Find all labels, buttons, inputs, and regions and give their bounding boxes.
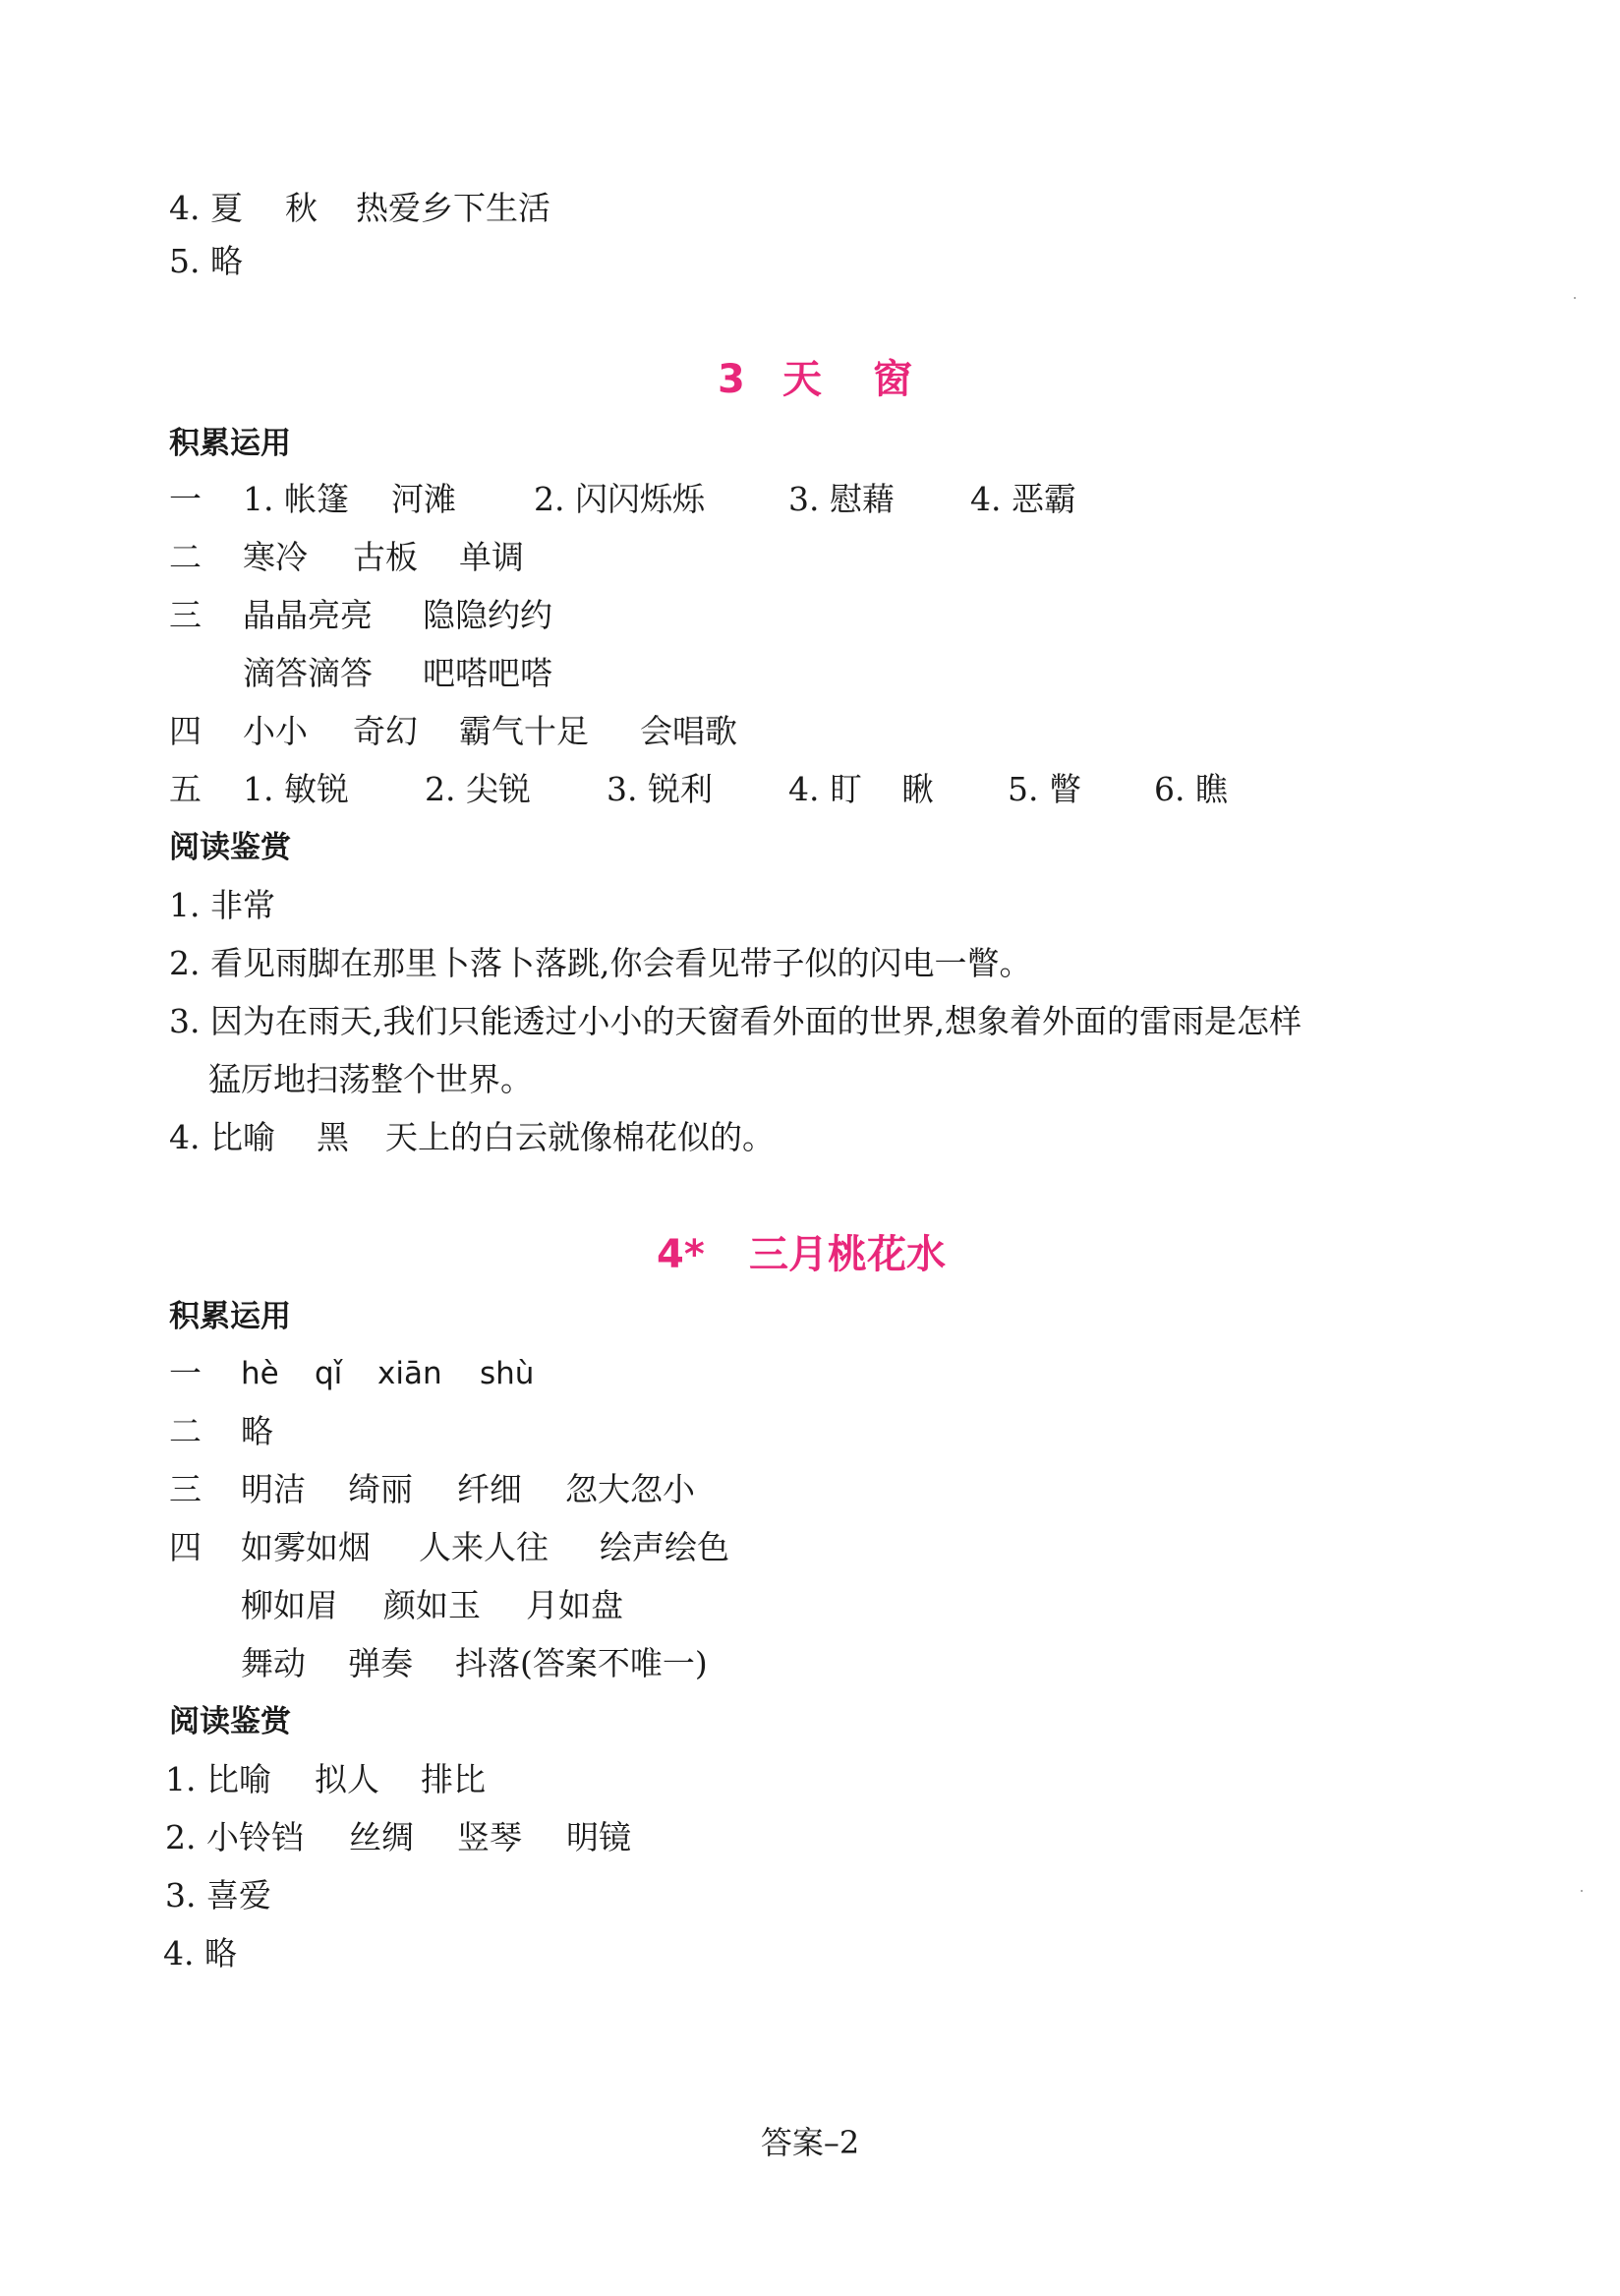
answer-text: 隐隐约约 (423, 596, 552, 634)
answer-text: 人来人往 (419, 1528, 549, 1566)
answer-text: 天上的白云就像棉花似的。 (385, 1118, 775, 1156)
answer-text: 绮丽 (348, 1470, 413, 1508)
answer-text: 明洁 (241, 1470, 306, 1508)
answer-text: 4. 夏 (169, 189, 243, 227)
answer-text: 会唱歌 (640, 712, 737, 750)
answer-text: 绘声绘色 (600, 1528, 729, 1566)
item-marker: 五 (169, 770, 202, 808)
section-heading: 积累运用 (169, 426, 291, 461)
answer-text: 明镜 (566, 1818, 631, 1856)
answer-text: 吧嗒吧嗒 (423, 654, 552, 692)
answer-text: 纤细 (457, 1470, 522, 1508)
section-heading: 阅读鉴赏 (169, 830, 291, 865)
answer-text: 月如盘 (526, 1586, 623, 1624)
pinyin-text: qǐ (315, 1356, 343, 1391)
answer-text: 5. 略 (169, 242, 243, 280)
answer-text: 2. 尖锐 (425, 770, 531, 808)
answer-text: 3. 锐利 (607, 770, 713, 808)
pinyin-text: shù (480, 1356, 535, 1391)
lesson-title-char: 窗 (873, 357, 912, 402)
answer-text: 抖落(答案不唯一) (455, 1644, 708, 1682)
answer-text: 略 (241, 1412, 273, 1450)
answer-text: 霸气十足 (459, 712, 589, 750)
answer-text: 5. 瞥 (1008, 770, 1081, 808)
page-footer: 答案–2 (760, 2124, 860, 2161)
section-heading: 阅读鉴赏 (169, 1704, 291, 1739)
answer-text: 2. 小铃铛 (165, 1818, 304, 1856)
answer-text: 拟人 (315, 1760, 379, 1798)
answer-text: 河滩 (391, 480, 456, 518)
item-marker: 四 (169, 1528, 202, 1566)
lesson-title-text: 三月桃花水 (749, 1232, 946, 1277)
answer-text: 4. 盯 (788, 770, 862, 808)
answer-text: 3. 喜爱 (165, 1876, 271, 1914)
scan-speck (1581, 1890, 1583, 1892)
answer-text: 6. 瞧 (1154, 770, 1228, 808)
answer-text: 2. 闪闪烁烁 (534, 480, 705, 518)
answer-text: 滴答滴答 (243, 654, 373, 692)
answer-text: 1. 帐篷 (243, 480, 349, 518)
answer-text: 丝绸 (349, 1818, 414, 1856)
pinyin-text: hè (241, 1356, 279, 1391)
lesson-title-char: 天 (782, 357, 822, 402)
item-marker: 一 (169, 480, 202, 518)
answer-text: 1. 敏锐 (243, 770, 349, 808)
answer-text: 排比 (421, 1760, 486, 1798)
scan-speck (1574, 297, 1576, 299)
answer-text: 古板 (353, 538, 418, 576)
answer-text: 4. 恶霸 (970, 480, 1076, 518)
item-marker: 四 (169, 712, 202, 750)
section-heading: 积累运用 (169, 1299, 291, 1334)
item-marker: 三 (169, 596, 202, 634)
answer-text: 忽大忽小 (565, 1470, 695, 1508)
answer-text: 2. 看见雨脚在那里卜落卜落跳,你会看见带子似的闪电一瞥。 (169, 944, 1032, 982)
answer-text: 如雾如烟 (241, 1528, 371, 1566)
answer-text: 4. 略 (163, 1934, 237, 1972)
lesson-number: 4* (657, 1232, 705, 1277)
answer-text: 猛厉地扫荡整个世界。 (208, 1060, 533, 1098)
item-marker: 三 (169, 1470, 202, 1508)
answer-text: 黑 (317, 1118, 349, 1156)
answer-text: 瞅 (901, 770, 934, 808)
answer-text: 竖琴 (457, 1818, 522, 1856)
answer-text: 热爱乡下生活 (356, 189, 550, 227)
answer-text: 3. 因为在雨天,我们只能透过小小的天窗看外面的世界,想象着外面的雷雨是怎样 (169, 1002, 1302, 1040)
answer-text: 奇幻 (353, 712, 418, 750)
answer-text: 小小 (243, 712, 308, 750)
item-marker: 一 (169, 1354, 202, 1392)
answer-text: 弹奏 (348, 1644, 413, 1682)
answer-text: 3. 慰藉 (788, 480, 895, 518)
answer-text: 1. 比喻 (165, 1760, 271, 1798)
answer-text: 4. 比喻 (169, 1118, 275, 1156)
answer-text: 1. 非常 (169, 886, 275, 924)
answer-text: 寒冷 (243, 538, 308, 576)
answer-text: 柳如眉 (241, 1586, 338, 1624)
answer-text: 秋 (285, 189, 318, 227)
item-marker: 二 (169, 538, 202, 576)
answer-text: 舞动 (241, 1644, 306, 1682)
answer-text: 颜如玉 (383, 1586, 481, 1624)
item-marker: 二 (169, 1412, 202, 1450)
lesson-number: 3 (718, 357, 745, 402)
pinyin-text: xiān (377, 1356, 442, 1391)
answer-text: 单调 (459, 538, 524, 576)
answer-text: 晶晶亮亮 (243, 596, 373, 634)
